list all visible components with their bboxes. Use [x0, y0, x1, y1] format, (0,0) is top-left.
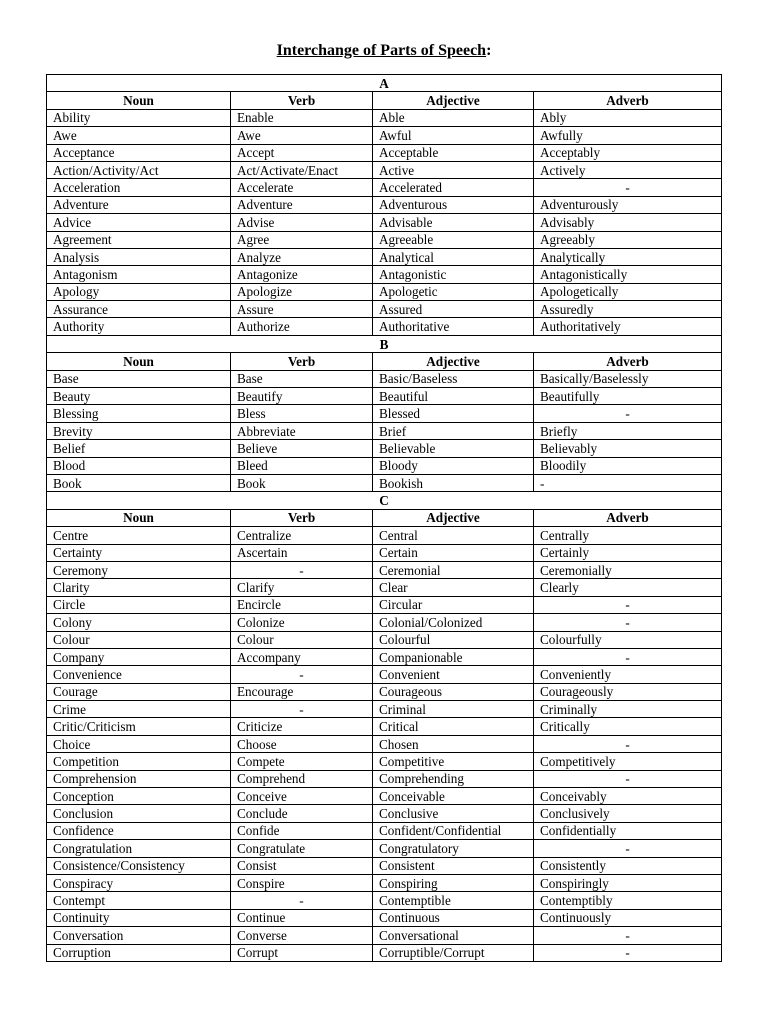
cell-verb: Choose [231, 735, 373, 752]
cell-adjective: Comprehending [373, 770, 534, 787]
column-header-adverb: Adverb [534, 509, 722, 526]
cell-adverb: Consistently [534, 857, 722, 874]
cell-adverb: - [534, 596, 722, 613]
cell-noun: Competition [47, 753, 231, 770]
cell-verb: Compete [231, 753, 373, 770]
cell-noun: Ceremony [47, 561, 231, 578]
cell-noun: Choice [47, 735, 231, 752]
column-header-verb: Verb [231, 353, 373, 370]
cell-adverb: Conceivably [534, 788, 722, 805]
cell-adverb: Believably [534, 440, 722, 457]
cell-noun: Brevity [47, 422, 231, 439]
cell-verb: Agree [231, 231, 373, 248]
cell-verb: Bleed [231, 457, 373, 474]
table-row [47, 527, 722, 544]
cell-verb: Confide [231, 822, 373, 839]
cell-adverb: Ceremonially [534, 561, 722, 578]
cell-noun: Base [47, 370, 231, 387]
cell-adjective: Clear [373, 579, 534, 596]
cell-adverb: Conveniently [534, 666, 722, 683]
cell-noun: Book [47, 474, 231, 491]
cell-adverb: Agreeably [534, 231, 722, 248]
table-row [47, 248, 722, 265]
cell-adverb: Conclusively [534, 805, 722, 822]
cell-verb: Accelerate [231, 179, 373, 196]
cell-adjective: Antagonistic [373, 266, 534, 283]
table-row [47, 805, 722, 822]
table-row [47, 196, 722, 213]
cell-adjective: Criminal [373, 701, 534, 718]
cell-verb: Assure [231, 301, 373, 318]
cell-noun: Certainty [47, 544, 231, 561]
page-title [0, 42, 768, 60]
cell-adjective: Acceptable [373, 144, 534, 161]
cell-verb: - [231, 701, 373, 718]
cell-adverb: Continuously [534, 909, 722, 926]
cell-adjective: Companionable [373, 648, 534, 665]
cell-noun: Courage [47, 683, 231, 700]
cell-noun: Corruption [47, 944, 231, 961]
cell-adjective: Adventurous [373, 196, 534, 213]
table-row [47, 788, 722, 805]
table-row [47, 579, 722, 596]
cell-adjective: Conclusive [373, 805, 534, 822]
cell-adverb: Courageously [534, 683, 722, 700]
cell-adverb: Assuredly [534, 301, 722, 318]
cell-verb: Base [231, 370, 373, 387]
cell-adverb: Authoritatively [534, 318, 722, 335]
cell-adverb: Centrally [534, 527, 722, 544]
cell-verb: Enable [231, 109, 373, 126]
cell-adjective: Authoritative [373, 318, 534, 335]
table-row [47, 857, 722, 874]
cell-verb: Conspire [231, 874, 373, 891]
table-row [47, 596, 722, 613]
column-header-adjective: Adjective [373, 92, 534, 109]
cell-verb: Centralize [231, 527, 373, 544]
title-text: Interchange of Parts of Speech [276, 42, 487, 59]
cell-adverb: Antagonistically [534, 266, 722, 283]
cell-adjective: Active [373, 161, 534, 178]
table-row [47, 874, 722, 891]
cell-verb: Encircle [231, 596, 373, 613]
cell-adjective: Able [373, 109, 534, 126]
cell-noun: Centre [47, 527, 231, 544]
cell-adjective: Consistent [373, 857, 534, 874]
cell-adjective: Bookish [373, 474, 534, 491]
cell-adverb: Acceptably [534, 144, 722, 161]
cell-adjective: Courageous [373, 683, 534, 700]
cell-noun: Belief [47, 440, 231, 457]
table-row [47, 614, 722, 631]
cell-verb: - [231, 666, 373, 683]
cell-adverb: - [534, 840, 722, 857]
column-header-adverb: Adverb [534, 92, 722, 109]
cell-adverb: - [534, 474, 722, 491]
cell-noun: Action/Activity/Act [47, 161, 231, 178]
table-row [47, 266, 722, 283]
cell-verb: Accept [231, 144, 373, 161]
table-row [47, 405, 722, 422]
table-row [47, 753, 722, 770]
table-row [47, 735, 722, 752]
table-row [47, 718, 722, 735]
cell-verb: Apologize [231, 283, 373, 300]
table-row [47, 561, 722, 578]
table-row [47, 701, 722, 718]
cell-adverb: Conspiringly [534, 874, 722, 891]
cell-noun: Antagonism [47, 266, 231, 283]
cell-adjective: Believable [373, 440, 534, 457]
cell-verb: Book [231, 474, 373, 491]
cell-verb: Believe [231, 440, 373, 457]
cell-adjective: Basic/Baseless [373, 370, 534, 387]
cell-verb: Converse [231, 927, 373, 944]
cell-verb: Consist [231, 857, 373, 874]
table-row [47, 161, 722, 178]
table-row [47, 457, 722, 474]
cell-adverb: - [534, 735, 722, 752]
cell-adverb: Awfully [534, 127, 722, 144]
cell-adverb: Critically [534, 718, 722, 735]
cell-noun: Circle [47, 596, 231, 613]
cell-verb: Encourage [231, 683, 373, 700]
cell-adverb: Ably [534, 109, 722, 126]
cell-verb: Colonize [231, 614, 373, 631]
cell-noun: Conversation [47, 927, 231, 944]
cell-adjective: Certain [373, 544, 534, 561]
header-row [47, 92, 722, 109]
cell-adverb: Contemptibly [534, 892, 722, 909]
cell-noun: Confidence [47, 822, 231, 839]
cell-adverb: Clearly [534, 579, 722, 596]
cell-verb: Criticize [231, 718, 373, 735]
cell-noun: Continuity [47, 909, 231, 926]
cell-noun: Apology [47, 283, 231, 300]
cell-adverb: - [534, 405, 722, 422]
column-header-adjective: Adjective [373, 353, 534, 370]
cell-adverb: Adventurously [534, 196, 722, 213]
cell-verb: Awe [231, 127, 373, 144]
cell-adjective: Assured [373, 301, 534, 318]
section-letter: B [47, 335, 722, 352]
cell-adjective: Circular [373, 596, 534, 613]
table-row [47, 944, 722, 961]
cell-noun: Consistence/Consistency [47, 857, 231, 874]
cell-adjective: Convenient [373, 666, 534, 683]
cell-adjective: Beautiful [373, 388, 534, 405]
table-row [47, 179, 722, 196]
cell-noun: Advice [47, 214, 231, 231]
table-row [47, 544, 722, 561]
cell-adverb: Confidentially [534, 822, 722, 839]
cell-noun: Conspiracy [47, 874, 231, 891]
table-row [47, 318, 722, 335]
cell-noun: Conception [47, 788, 231, 805]
cell-adjective: Advisable [373, 214, 534, 231]
cell-noun: Blessing [47, 405, 231, 422]
cell-verb: Bless [231, 405, 373, 422]
cell-verb: Ascertain [231, 544, 373, 561]
cell-adjective: Congratulatory [373, 840, 534, 857]
cell-noun: Convenience [47, 666, 231, 683]
cell-adjective: Analytical [373, 248, 534, 265]
cell-noun: Congratulation [47, 840, 231, 857]
parts-of-speech-table [46, 74, 722, 962]
section-row [47, 75, 722, 92]
table-row [47, 683, 722, 700]
table-row [47, 144, 722, 161]
cell-verb: Continue [231, 909, 373, 926]
column-header-adjective: Adjective [373, 509, 534, 526]
table-row [47, 301, 722, 318]
table-row [47, 648, 722, 665]
cell-adjective: Conceivable [373, 788, 534, 805]
cell-noun: Company [47, 648, 231, 665]
cell-noun: Colony [47, 614, 231, 631]
cell-adjective: Colourful [373, 631, 534, 648]
table-row [47, 214, 722, 231]
cell-verb: Conclude [231, 805, 373, 822]
cell-adjective: Awful [373, 127, 534, 144]
column-header-verb: Verb [231, 92, 373, 109]
cell-noun: Assurance [47, 301, 231, 318]
cell-noun: Agreement [47, 231, 231, 248]
cell-adverb: Apologetically [534, 283, 722, 300]
cell-verb: Comprehend [231, 770, 373, 787]
cell-verb: Advise [231, 214, 373, 231]
cell-noun: Blood [47, 457, 231, 474]
section-row [47, 492, 722, 509]
cell-adverb: - [534, 179, 722, 196]
cell-adjective: Continuous [373, 909, 534, 926]
table-row [47, 822, 722, 839]
cell-noun: Beauty [47, 388, 231, 405]
cell-adjective: Accelerated [373, 179, 534, 196]
table-row [47, 770, 722, 787]
cell-verb: - [231, 561, 373, 578]
column-header-verb: Verb [231, 509, 373, 526]
cell-noun: Contempt [47, 892, 231, 909]
header-row [47, 353, 722, 370]
cell-noun: Clarity [47, 579, 231, 596]
cell-adverb: Competitively [534, 753, 722, 770]
cell-adjective: Colonial/Colonized [373, 614, 534, 631]
table-row [47, 892, 722, 909]
cell-adverb: Actively [534, 161, 722, 178]
cell-adjective: Chosen [373, 735, 534, 752]
cell-verb: Colour [231, 631, 373, 648]
table-row [47, 388, 722, 405]
table-row [47, 109, 722, 126]
cell-adjective: Central [373, 527, 534, 544]
cell-noun: Adventure [47, 196, 231, 213]
section-letter: C [47, 492, 722, 509]
cell-verb: Analyze [231, 248, 373, 265]
cell-adverb: Bloodily [534, 457, 722, 474]
cell-adverb: - [534, 614, 722, 631]
cell-verb: - [231, 892, 373, 909]
cell-adjective: Critical [373, 718, 534, 735]
cell-verb: Antagonize [231, 266, 373, 283]
column-header-noun: Noun [47, 353, 231, 370]
cell-adverb: - [534, 944, 722, 961]
cell-adjective: Conspiring [373, 874, 534, 891]
cell-noun: Ability [47, 109, 231, 126]
column-header-noun: Noun [47, 509, 231, 526]
cell-adjective: Agreeable [373, 231, 534, 248]
cell-adjective: Competitive [373, 753, 534, 770]
table-row [47, 422, 722, 439]
cell-verb: Accompany [231, 648, 373, 665]
cell-noun: Awe [47, 127, 231, 144]
cell-verb: Beautify [231, 388, 373, 405]
table-row [47, 127, 722, 144]
cell-adverb: Beautifully [534, 388, 722, 405]
table-row [47, 474, 722, 491]
table-row [47, 631, 722, 648]
cell-adverb: - [534, 770, 722, 787]
cell-adverb: - [534, 927, 722, 944]
cell-adverb: Basically/Baselessly [534, 370, 722, 387]
column-header-adverb: Adverb [534, 353, 722, 370]
cell-adverb: - [534, 648, 722, 665]
cell-adjective: Corruptible/Corrupt [373, 944, 534, 961]
section-row [47, 335, 722, 352]
table-row [47, 840, 722, 857]
cell-noun: Critic/Criticism [47, 718, 231, 735]
column-header-noun: Noun [47, 92, 231, 109]
section-letter: A [47, 75, 722, 92]
table-body [47, 75, 722, 962]
cell-adverb: Criminally [534, 701, 722, 718]
cell-adverb: Advisably [534, 214, 722, 231]
cell-verb: Adventure [231, 196, 373, 213]
cell-adverb: Analytically [534, 248, 722, 265]
cell-verb: Abbreviate [231, 422, 373, 439]
cell-adjective: Brief [373, 422, 534, 439]
cell-adverb: Certainly [534, 544, 722, 561]
cell-noun: Conclusion [47, 805, 231, 822]
cell-adjective: Confident/Confidential [373, 822, 534, 839]
table-row [47, 909, 722, 926]
cell-noun: Acceptance [47, 144, 231, 161]
cell-verb: Congratulate [231, 840, 373, 857]
cell-adjective: Apologetic [373, 283, 534, 300]
cell-verb: Conceive [231, 788, 373, 805]
table-row [47, 927, 722, 944]
header-row [47, 509, 722, 526]
cell-noun: Crime [47, 701, 231, 718]
cell-noun: Acceleration [47, 179, 231, 196]
cell-adjective: Ceremonial [373, 561, 534, 578]
table-row [47, 440, 722, 457]
cell-noun: Authority [47, 318, 231, 335]
cell-noun: Analysis [47, 248, 231, 265]
cell-verb: Act/Activate/Enact [231, 161, 373, 178]
table-row [47, 231, 722, 248]
cell-adjective: Conversational [373, 927, 534, 944]
cell-adjective: Bloody [373, 457, 534, 474]
cell-verb: Corrupt [231, 944, 373, 961]
title-colon: : [486, 42, 492, 59]
table-row [47, 370, 722, 387]
cell-adjective: Contemptible [373, 892, 534, 909]
cell-adjective: Blessed [373, 405, 534, 422]
table-row [47, 666, 722, 683]
cell-verb: Authorize [231, 318, 373, 335]
cell-adverb: Colourfully [534, 631, 722, 648]
cell-verb: Clarify [231, 579, 373, 596]
cell-noun: Comprehension [47, 770, 231, 787]
table-row [47, 283, 722, 300]
cell-adverb: Briefly [534, 422, 722, 439]
cell-noun: Colour [47, 631, 231, 648]
